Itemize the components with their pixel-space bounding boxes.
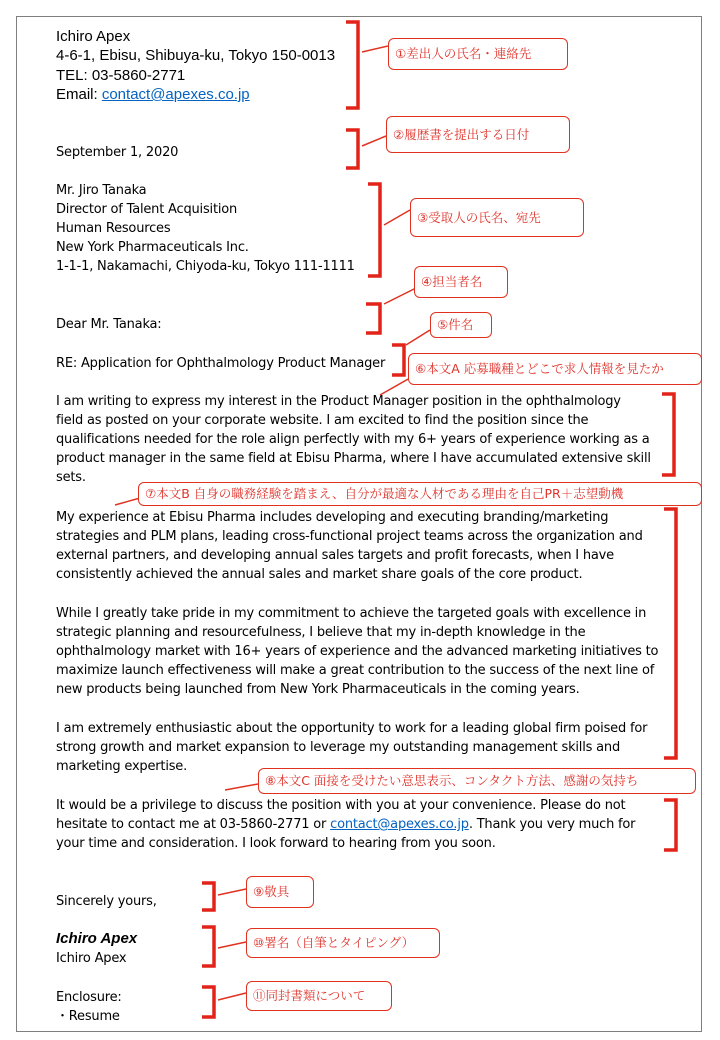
leader-4	[384, 287, 418, 304]
brace-3	[368, 184, 380, 276]
callout-contact-person: ④担当者名	[414, 266, 508, 298]
body-line: product manager in the same field at Ebisu Pharma, where I have accumulated extensive skill	[56, 451, 651, 466]
brace-4	[366, 304, 380, 333]
body-line: new products being launched from New York Pharmaceuticals in the coming years.	[56, 682, 580, 697]
brace-5	[392, 345, 404, 375]
sender-email-link[interactable]: contact@apexes.co.jp	[101, 86, 250, 103]
recipient-address: 1-1-1, Nakamachi, Chiyoda-ku, Tokyo 111-1111	[56, 259, 355, 274]
leader-11	[218, 993, 246, 1000]
body-email-link[interactable]: contact@apexes.co.jp	[330, 817, 469, 832]
body-line: your time and consideration. I look forward to hearing from you soon.	[56, 836, 496, 851]
recipient-dept: Human Resources	[56, 221, 171, 236]
salutation: Dear Mr. Tanaka:	[56, 317, 162, 332]
leader-2	[362, 136, 386, 146]
sender-email-label: Email:	[56, 86, 102, 103]
body-line: While I greatly take pride in my commitment to achieve the targeted goals with excellence in	[56, 606, 647, 621]
body-line: strategies and PLM plans, leading cross-functional project teams across the organization and	[56, 529, 643, 544]
callout-body-b: ⑦本文B 自身の職務経験を踏まえ、自分が最適な人材である理由を自己PR＋志望動機	[138, 482, 702, 506]
brace-10	[202, 927, 214, 966]
body-line: I am writing to express my interest in the Product Manager position in the ophthalmology	[56, 394, 621, 409]
body-line: strategic planning and resourcefulness, I believe that my in-depth knowledge in the	[56, 625, 586, 640]
callout-closing: ⑨敬具	[246, 876, 314, 908]
body-line: consistently achieved the annual sales and market share goals of the core product.	[56, 567, 583, 582]
callout-signature: ⑩署名（自筆とタイピング）	[246, 928, 440, 958]
enclosure-item: ・Resume	[56, 1009, 120, 1024]
brace-9	[202, 883, 214, 910]
body-line: I am extremely enthusiastic about the opportunity to work for a leading global firm poised for	[56, 721, 648, 736]
handwritten-signature: Ichiro Apex	[56, 930, 138, 947]
sender-name: Ichiro Apex	[56, 28, 131, 45]
body-line: ophthalmology market with 16+ years of experience and the advanced marketing initiatives to	[56, 644, 659, 659]
body-line: field as posted on your corporate website. I am excited to find the position since the	[56, 413, 589, 428]
body-line: qualifications needed for the role align perfectly with my 6+ years of experience working as a	[56, 432, 650, 447]
leader-10	[218, 942, 246, 948]
leader-1	[362, 46, 388, 52]
callout-date: ②履歴書を提出する日付	[386, 116, 570, 153]
leader-6	[380, 378, 410, 395]
body-line: sets.	[56, 470, 86, 485]
recipient-name: Mr. Jiro Tanaka	[56, 183, 147, 198]
brace-2	[346, 130, 358, 168]
leader-5	[406, 330, 430, 345]
callout-recipient: ③受取人の氏名、宛先	[410, 198, 584, 237]
letter-date: September 1, 2020	[56, 145, 179, 160]
sender-tel: TEL: 03-5860-2771	[56, 67, 186, 84]
callout-subject: ⑤件名	[430, 312, 492, 338]
callout-sender: ①差出人の氏名・連絡先	[388, 38, 568, 70]
brace-1	[346, 22, 358, 108]
leader-8	[225, 784, 258, 790]
body-text: hesitate to contact me at 03-5860-2771 or	[56, 817, 331, 832]
leader-7	[115, 498, 140, 505]
brace-11	[202, 987, 214, 1017]
callout-enclosure: ⑪同封書類について	[246, 981, 392, 1011]
body-line: It would be a privilege to discuss the position with you at your convenience. Please do not	[56, 798, 626, 813]
body-line: strong growth and market expansion to leverage my outstanding management skills and	[56, 740, 620, 755]
callout-body-a: ⑥本文A 応募職種とどこで求人情報を見たか	[408, 353, 702, 385]
body-text: . Thank you very much for	[468, 817, 636, 832]
body-line: maximize launch effectiveness will make a great contribution to the success of the next line of	[56, 663, 655, 678]
recipient-company: New York Pharmaceuticals Inc.	[56, 240, 249, 255]
leader-9	[218, 889, 246, 895]
enclosure-label: Enclosure:	[56, 990, 122, 1005]
closing: Sincerely yours,	[56, 894, 157, 909]
body-line: external partners, and developing annual sales targets and profit forecasts, when I have	[56, 548, 614, 563]
leader-3	[384, 210, 410, 225]
subject-line: RE: Application for Ophthalmology Product Manager	[56, 356, 386, 371]
body-line: My experience at Ebisu Pharma includes developing and executing branding/marketing	[56, 510, 609, 525]
body-line: marketing expertise.	[56, 759, 188, 774]
typed-signature: Ichiro Apex	[56, 951, 127, 966]
brace-6	[662, 394, 674, 475]
brace-7	[664, 509, 676, 758]
recipient-title: Director of Talent Acquisition	[56, 202, 238, 217]
brace-8	[664, 800, 676, 850]
sender-address: 4-6-1, Ebisu, Shibuya-ku, Tokyo 150-0013	[56, 47, 336, 64]
callout-body-c: ⑧本文C 面接を受けたい意思表示、コンタクト方法、感謝の気持ち	[258, 768, 696, 794]
